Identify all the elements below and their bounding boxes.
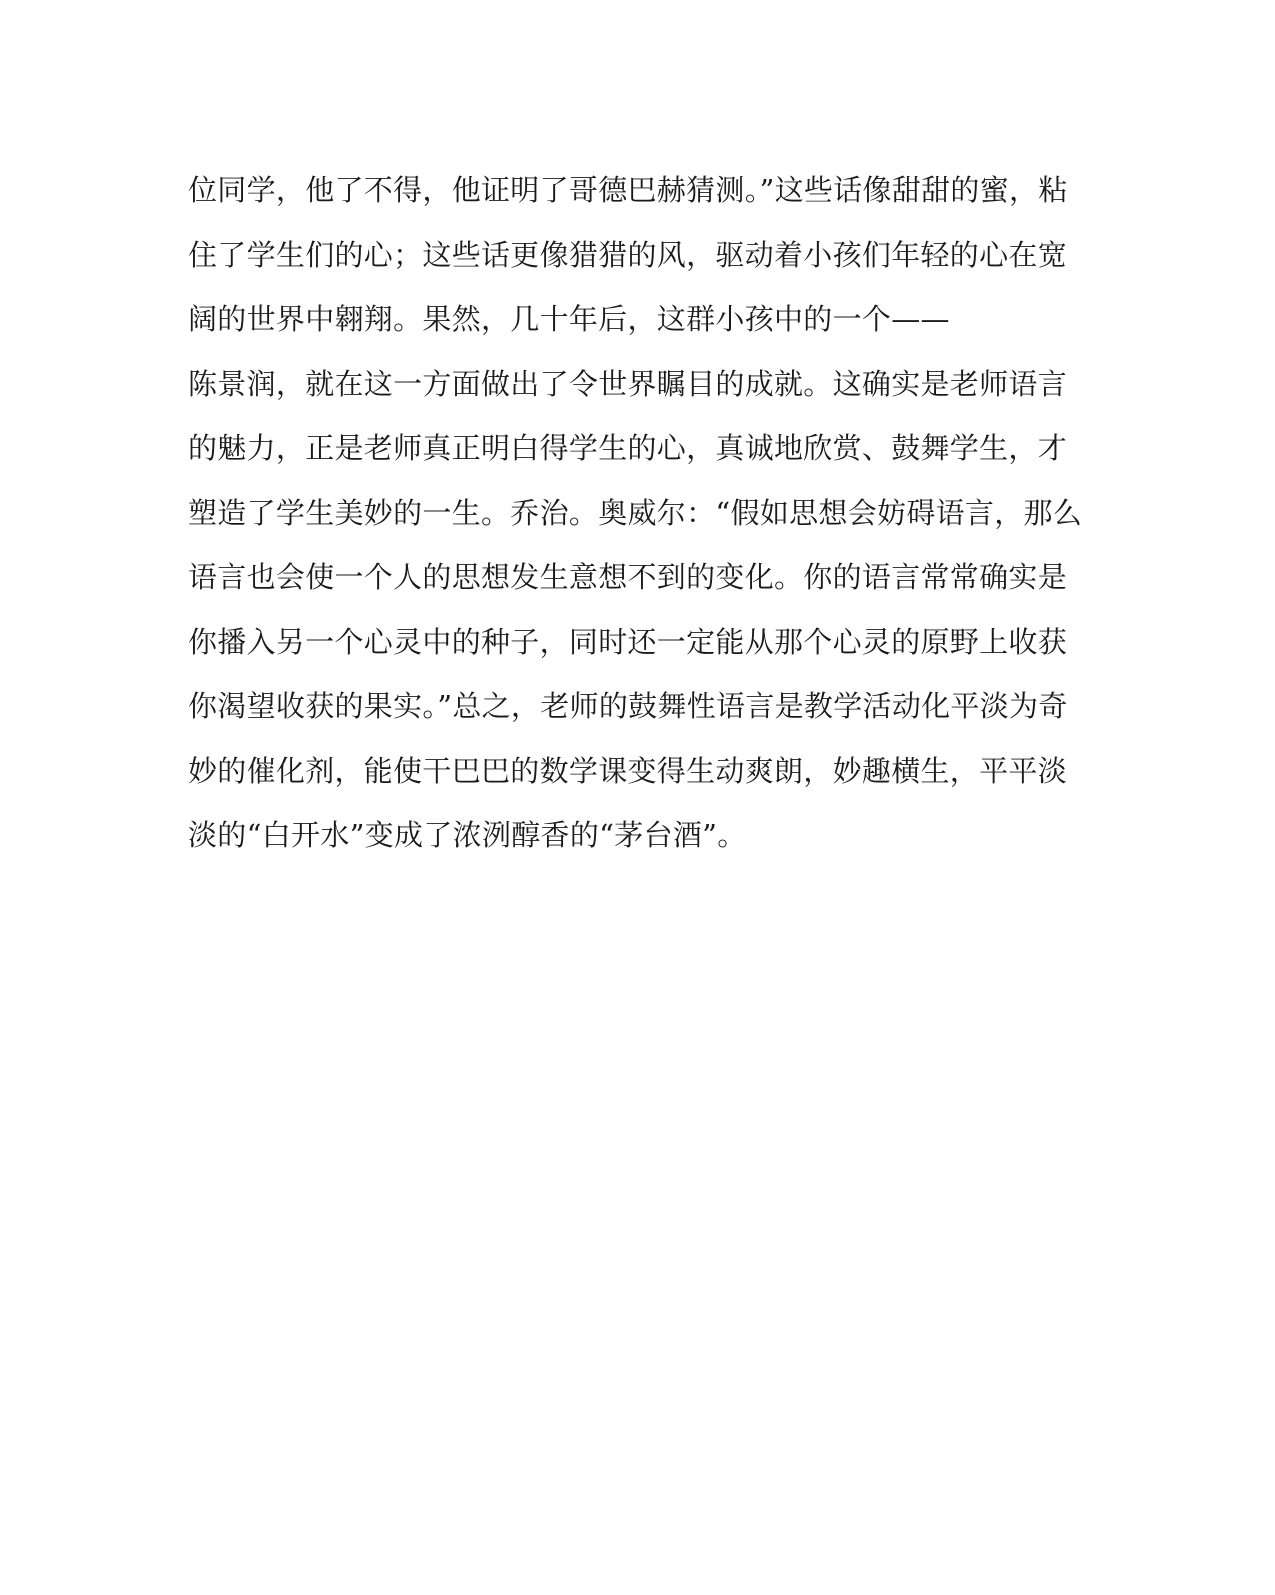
paragraph-line-11: 淡的“白开水”变成了浓洌醇香的“茅台酒”。 [188,818,747,852]
paragraph-line-3: 阔的世界中翱翔。果然，几十年后，这群小孩中的一个—— [188,302,950,336]
paragraph-line-4: 陈景润，就在这一方面做出了令世界瞩目的成就。这确实是老师语言 [188,366,1068,401]
paragraph-line-10: 妙的催化剂，能使干巴巴的数学课变得生动爽朗，妙趣横生，平平淡 [188,753,1068,788]
paragraph-line-7: 语言也会使一个人的思想发生意想不到的变化。你的语言常常确实是 [188,560,1068,594]
paragraph-line-6: 塑造了学生美妙的一生。乔治。奥威尔：“假如思想会妨碍语言，那么 [188,495,1083,530]
paragraph-line-9: 你渴望收获的果实。”总之，老师的鼓舞性语言是教学活动化平淡为奇 [188,689,1068,723]
body-paragraph [188,162,1083,872]
paragraph-line-1: 位同学，他了不得，他证明了哥德巴赫猜测。”这些话像甜甜的蜜，粘 [188,173,1068,207]
paragraph-line-2: 住了学生们的心；这些话更像猎猎的风，驱动着小孩们年轻的心在宽 [188,237,1068,272]
paragraph-line-5: 的魅力，正是老师真正明白得学生的心，真诚地欣赏、鼓舞学生，才 [188,431,1068,465]
paragraph-line-8: 你播入另一个心灵中的种子，同时还一定能从那个心灵的原野上收获 [188,624,1068,659]
